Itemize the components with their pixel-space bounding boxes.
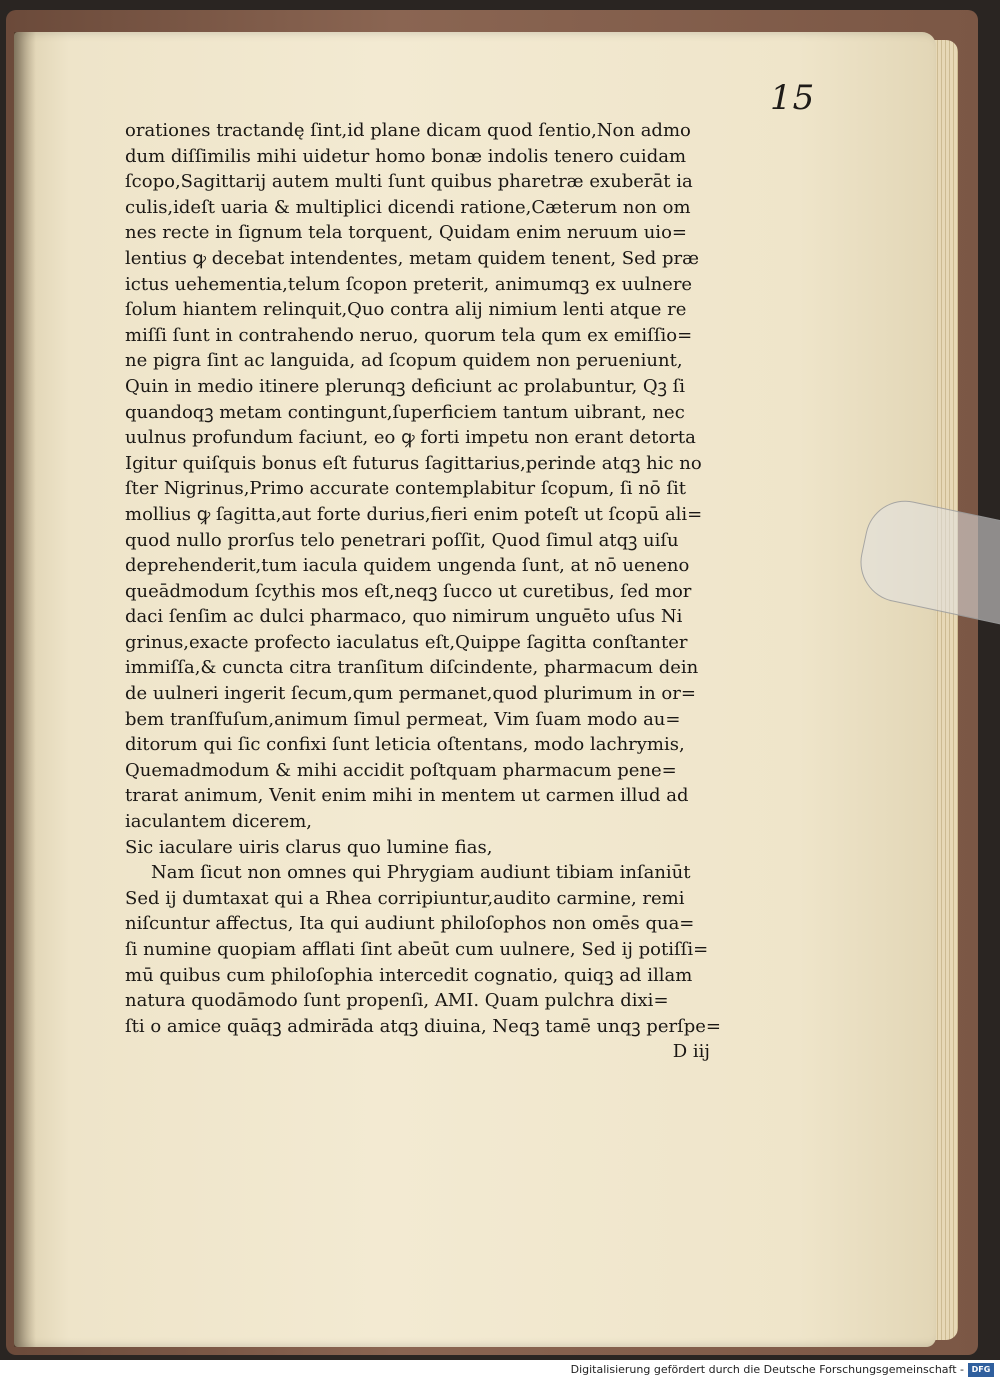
text-line: mū quibus cum philoſophia intercedit cognatio, quiqꝫ ad illam xyxy=(125,964,693,986)
text-line: Quemadmodum & mihi accidit poſtquam pharmacum pene= xyxy=(125,759,677,781)
dfg-logo: DFG xyxy=(968,1363,994,1377)
text-line: ſcopo,Sagittarij autem multi ſunt quibus pharetræ exuberāt ia xyxy=(125,171,693,193)
text-line: Nam ſicut non omnes qui Phrygiam audiunt tibiam inſaniūt xyxy=(151,862,691,884)
text-line: queādmodum ſcythis mos eſt,neqꝫ ſucco ut curetibus, ſed mor xyxy=(125,580,692,602)
text-line: immiſſa,& cuncta citra tranſitum diſcindente, pharmacum dein xyxy=(125,657,699,679)
text-line: dum diſſimilis mihi uidetur homo bonæ indolis tenero cuidam xyxy=(125,145,687,167)
text-line: natura quodāmodo ſunt propenſi, AMI. Quam pulchra dixi= xyxy=(125,990,669,1012)
text-line: miſſi ſunt in contrahendo neruo, quorum tela qum ex emiſſio= xyxy=(125,324,693,346)
text-line: quod nullo prorſus telo penetrari poſſit, Quod ſimul atqꝫ uiſu xyxy=(125,529,679,551)
text-line: ditorum qui ſic confixi ſunt leticia oſtentans, modo lachrymis, xyxy=(125,734,685,756)
text-line: ne pigra ſint ac languida, ad ſcopum quidem non perueniunt, xyxy=(125,350,683,372)
page-gutter-shadow xyxy=(14,32,36,1347)
text-line: orationes tractandę ſint,id plane dicam quod ſentio,Non admo xyxy=(125,120,691,141)
text-line: ictus uehementia,telum ſcopon preterit, animumqꝫ ex uulnere xyxy=(125,273,693,295)
text-line: nes recte in ſignum tela torquent, Quidam enim neruum uio= xyxy=(125,222,687,244)
text-line: Igitur quiſquis bonus eſt futurus ſagittarius,perinde atqꝫ hic no xyxy=(125,452,702,474)
text-line: uulnus profundum faciunt, eo ꝙ forti impetu non erant detorta xyxy=(125,427,696,449)
text-line: mollius ꝙ ſagitta,aut forte durius,fieri enim poteſt ut ſcopū ali= xyxy=(125,503,703,525)
text-line: niſcuntur affectus, Ita qui audiunt philoſophos non omēs qua= xyxy=(125,913,695,935)
text-line: ſi numine quopiam afflati ſint abeūt cum uulnere, Sed ij potiſſi= xyxy=(125,939,709,960)
signature-mark: D iij xyxy=(672,1041,710,1063)
text-line: bem tranſfuſum,animum ſimul permeat, Vim ſuam modo au= xyxy=(125,708,681,730)
text-line: daci ſenſim ac dulci pharmaco, quo nimirum unguēto uſus Ni xyxy=(125,606,683,628)
text-line: trarat animum, Venit enim mihi in mentem ut carmen illud ad xyxy=(125,785,689,807)
footer-credit: Digitalisierung gefördert durch die Deutsche Forschungsgemeinschaft - xyxy=(570,1363,964,1376)
text-line: de uulneri ingerit ſecum,qum permanet,quod plurimum in or= xyxy=(125,683,696,705)
text-line: iaculantem dicerem, xyxy=(125,811,312,833)
text-line: Sic iaculare uiris clarus quo lumine fias, xyxy=(125,836,493,858)
text-line: ſolum hiantem relinquit,Quo contra alij nimium lenti atque re xyxy=(125,299,687,321)
text-block xyxy=(125,118,800,1065)
text-line: deprehenderit,tum iacula quidem ungenda ſunt, at nō ueneno xyxy=(125,555,690,577)
text-line: culis,ideſt uaria & multiplici dicendi ratione,Cæterum non om xyxy=(125,196,691,218)
text-line: ſter Nigrinus,Primo accurate contemplabitur ſcopum, ſi nō ſit xyxy=(125,478,686,500)
text-line: Quin in medio itinere plerunqꝫ deficiunt ac prolabuntur, Qꝫ ſi xyxy=(125,375,686,397)
text-line: lentius ꝙ decebat intendentes, metam quidem tenent, Sed præ xyxy=(125,247,700,269)
text-line: grinus,exacte profecto iaculatus eſt,Quippe ſagitta conſtanter xyxy=(125,631,688,653)
text-line: quandoqꝫ metam contingunt,ſuperficiem tantum uibrant, nec xyxy=(125,401,685,423)
folio-number: 15 xyxy=(770,78,816,118)
footer-bar xyxy=(0,1360,1000,1381)
text-line: Sed ij dumtaxat qui a Rhea corripiuntur,audito carmine, remi xyxy=(125,887,685,909)
text-line: ſti o amice quāqꝫ admirāda atqꝫ diuina, Neqꝫ tamē unqꝫ perſpe= xyxy=(125,1015,722,1037)
